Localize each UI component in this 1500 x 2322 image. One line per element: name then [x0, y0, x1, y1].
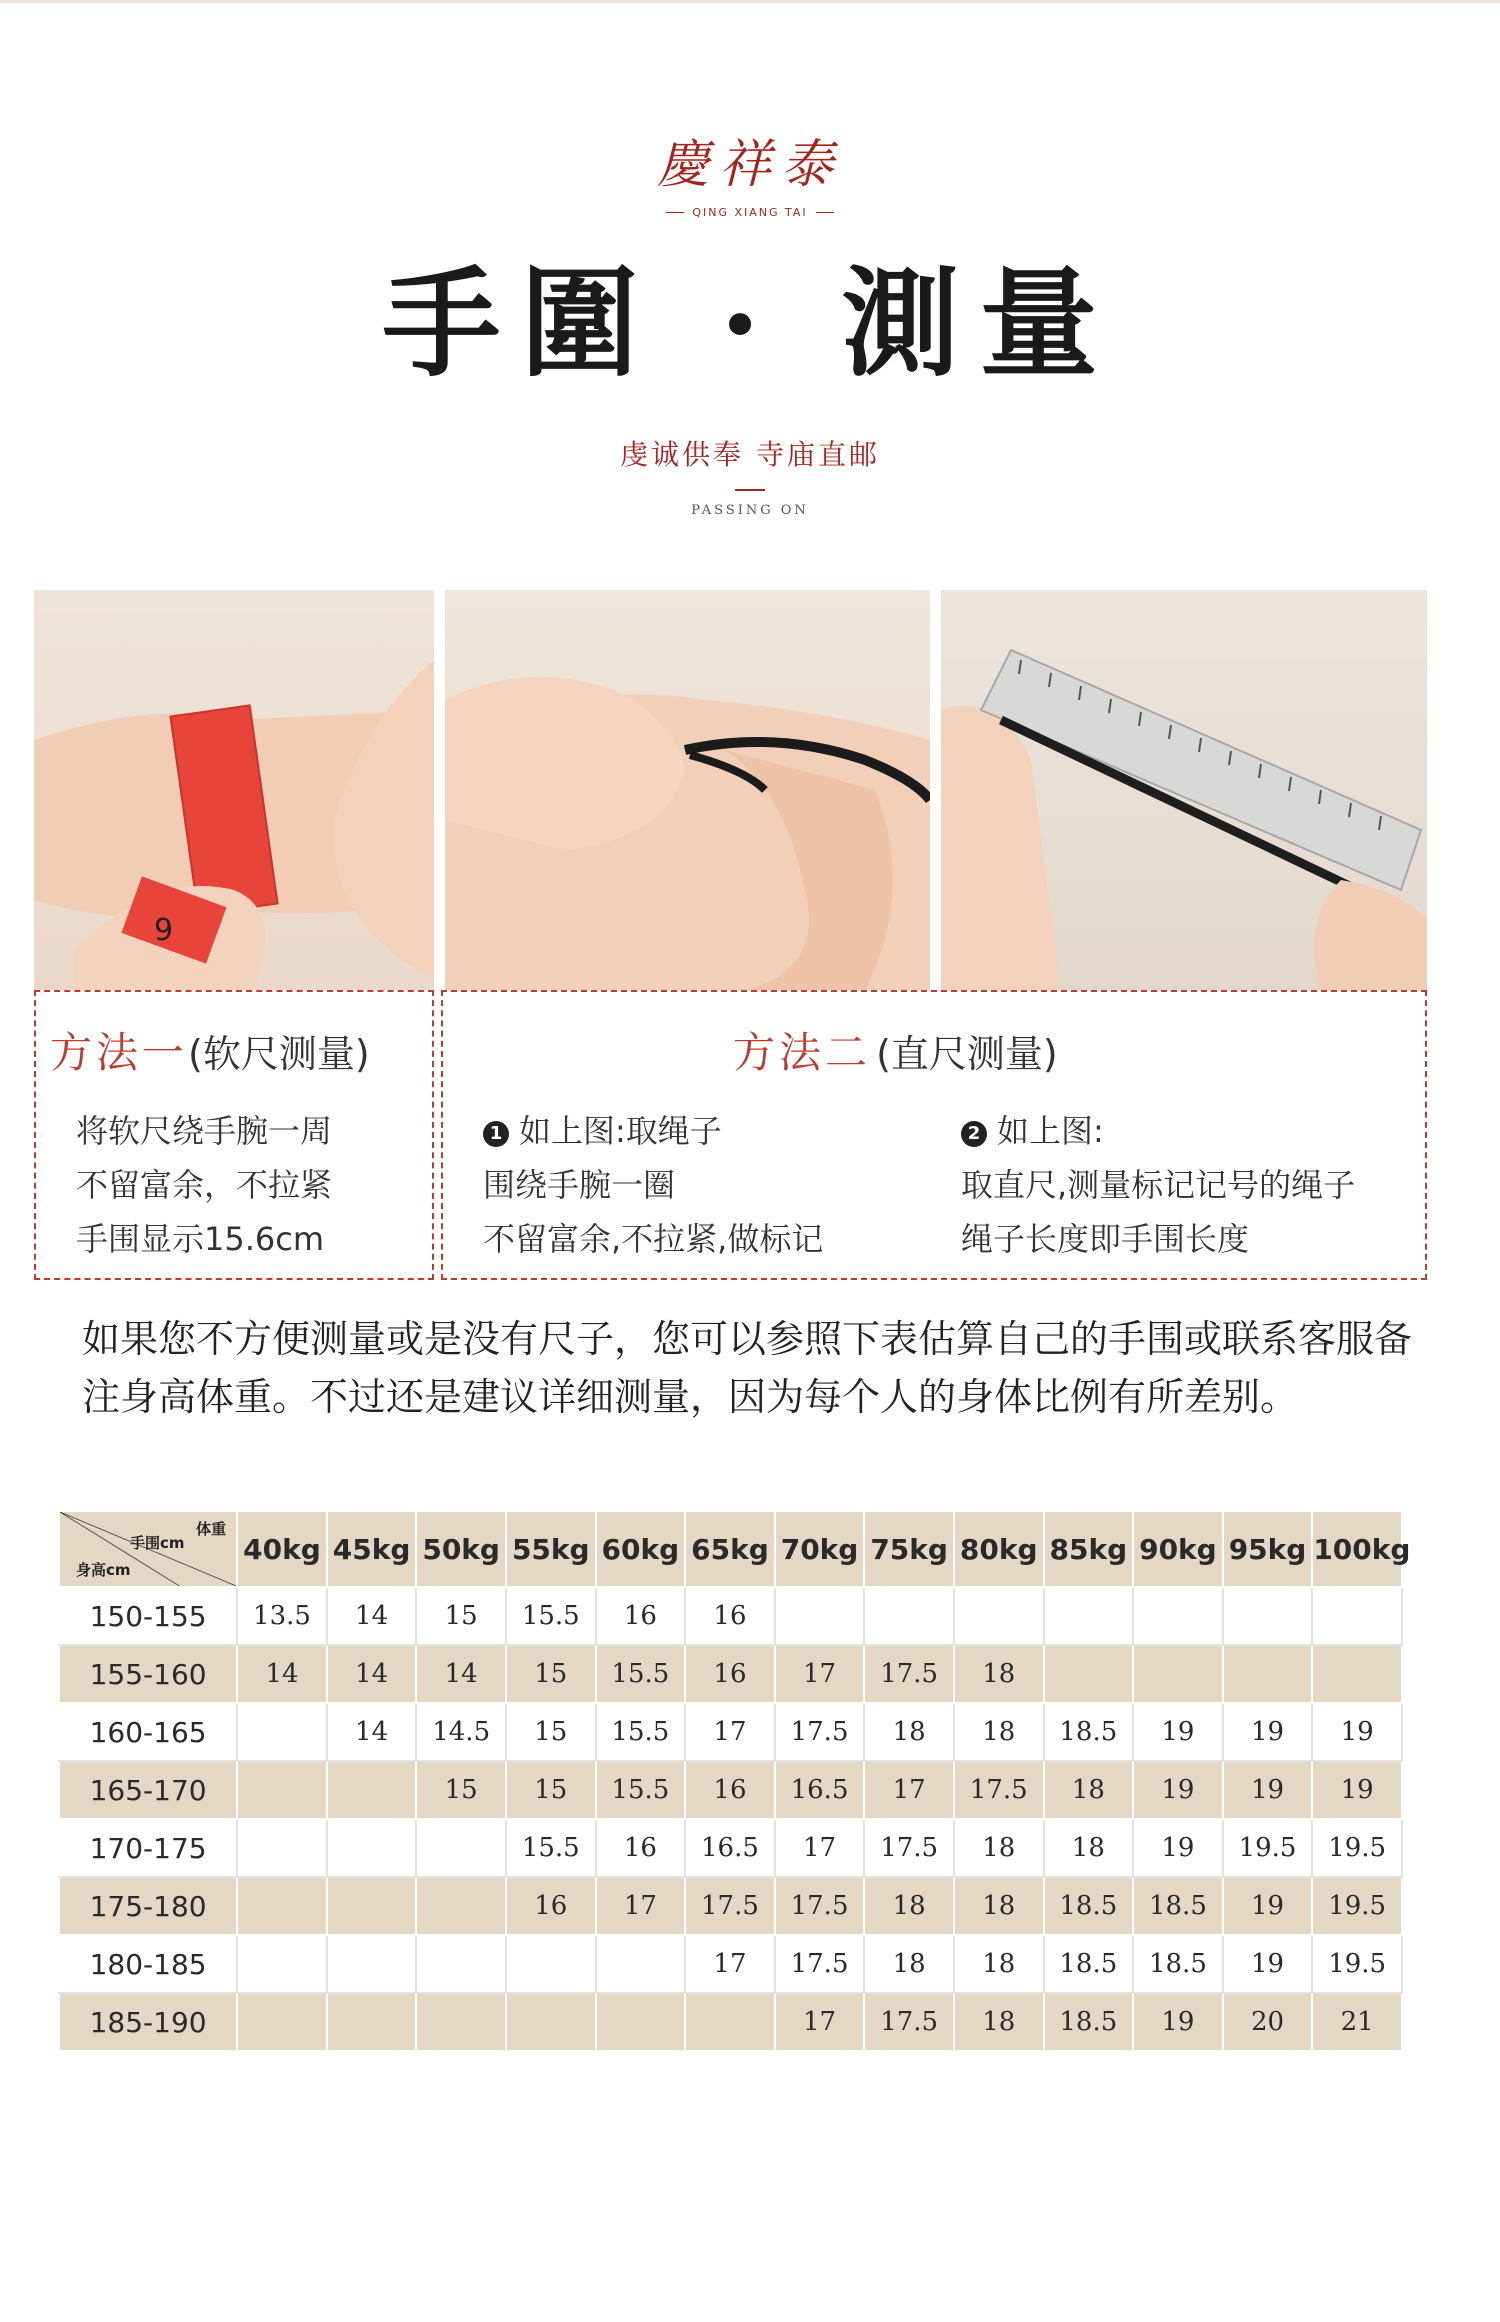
wrist-size-cell: 18 — [1044, 1819, 1134, 1877]
height-range-cell: 150-155 — [59, 1587, 237, 1645]
wrist-size-cell: 17.5 — [864, 1993, 954, 2051]
height-range-cell: 175-180 — [59, 1877, 237, 1935]
weight-header-cell: 90kg — [1133, 1511, 1223, 1587]
wrist-size-cell — [1223, 1645, 1313, 1703]
weight-header-cell: 65kg — [685, 1511, 775, 1587]
wrist-size-cell: 17.5 — [864, 1645, 954, 1703]
wrist-size-cell: 19 — [1223, 1935, 1313, 1993]
wrist-size-cell — [237, 1703, 327, 1761]
wrist-size-cell: 19 — [1312, 1703, 1402, 1761]
wrist-size-cell: 17.5 — [775, 1877, 865, 1935]
method-one-line: 不留富余，不拉紧 — [76, 1166, 333, 1204]
wrist-size-cell: 15 — [416, 1761, 506, 1819]
weight-header-cell: 95kg — [1223, 1511, 1313, 1587]
wrist-size-cell: 16.5 — [685, 1819, 775, 1877]
wrist-size-cell: 15.5 — [596, 1761, 686, 1819]
wrist-size-cell — [237, 1877, 327, 1935]
intro-paragraph: 如果您不方便测量或是没有尺子，您可以参照下表估算自己的手围或联系客服备注身高体重。不过还是建议详细测量，因为每个人的身体比例有所差别。 — [82, 1317, 1413, 1419]
table-row — [59, 1993, 1402, 2051]
tagline: 虔诚供奉 寺庙直邮 — [620, 438, 880, 471]
step-two-line: 取直尺,测量标记记号的绳子 — [961, 1166, 1356, 1204]
tagline-divider — [735, 489, 765, 491]
wrist-size-cell: 18.5 — [1044, 1877, 1134, 1935]
wrist-size-cell: 17.5 — [775, 1703, 865, 1761]
wrist-size-cell — [327, 1993, 417, 2051]
step-one-line: 不留富余,不拉紧,做标记 — [483, 1220, 824, 1258]
height-range-cell: 170-175 — [59, 1819, 237, 1877]
wrist-size-cell: 16 — [685, 1761, 775, 1819]
wrist-size-cell: 21 — [1312, 1993, 1402, 2051]
wrist-size-cell — [237, 1993, 327, 2051]
table-row — [59, 1587, 1402, 1645]
corner-weight-label: 体重 — [196, 1520, 227, 1538]
method-one-line: 手围显示15.6cm — [76, 1220, 325, 1258]
wrist-size-cell: 17 — [775, 1819, 865, 1877]
wrist-size-cell: 17 — [685, 1703, 775, 1761]
wrist-size-cell: 15.5 — [596, 1645, 686, 1703]
wrist-size-cell — [327, 1819, 417, 1877]
wrist-size-cell: 17 — [864, 1761, 954, 1819]
photo-rope-wrist — [445, 590, 930, 990]
wrist-size-cell: 14 — [327, 1703, 417, 1761]
wrist-size-cell: 20 — [1223, 1993, 1313, 2051]
method-two-step-one — [483, 1104, 823, 1266]
wrist-size-cell — [506, 1993, 596, 2051]
brand-logo: 慶祥泰 — [656, 135, 843, 195]
wrist-size-cell — [237, 1819, 327, 1877]
wrist-size-cell: 18 — [954, 1877, 1044, 1935]
weight-header-cell: 85kg — [1044, 1511, 1134, 1587]
corner-wrist-label: 手围cm — [130, 1534, 185, 1552]
wrist-size-cell: 19.5 — [1312, 1819, 1402, 1877]
wrist-size-cell: 19 — [1223, 1703, 1313, 1761]
wrist-size-cell — [327, 1935, 417, 1993]
wrist-size-cell: 14.5 — [416, 1703, 506, 1761]
wrist-size-cell: 19 — [1312, 1761, 1402, 1819]
wrist-size-cell: 19 — [1133, 1703, 1223, 1761]
height-range-cell: 185-190 — [59, 1993, 237, 2051]
height-range-cell: 180-185 — [59, 1935, 237, 1993]
wrist-size-cell — [416, 1993, 506, 2051]
method-one-box — [34, 990, 434, 1280]
wrist-size-cell — [416, 1877, 506, 1935]
wrist-size-cell: 15 — [506, 1761, 596, 1819]
wrist-size-cell: 18 — [954, 1819, 1044, 1877]
wrist-size-cell: 18 — [954, 1703, 1044, 1761]
svg-text:9: 9 — [154, 913, 174, 948]
method-two-title — [733, 1020, 1058, 1080]
wrist-size-cell: 15.5 — [596, 1703, 686, 1761]
weight-header-cell: 40kg — [237, 1511, 327, 1587]
wrist-size-cell: 17.5 — [864, 1819, 954, 1877]
wrist-size-cell: 15 — [506, 1645, 596, 1703]
table-body — [59, 1587, 1402, 2051]
wrist-size-cell: 18.5 — [1044, 1935, 1134, 1993]
brand-logo-sub-text: QING XIANG TAI — [692, 206, 808, 219]
weight-header-cell: 80kg — [954, 1511, 1044, 1587]
wrist-size-cell: 15.5 — [506, 1587, 596, 1645]
page-title: 手圍 · 測量 — [382, 254, 1118, 393]
method-one-subtitle: (软尺测量) — [188, 1032, 370, 1076]
table-row — [59, 1645, 1402, 1703]
table-row — [59, 1761, 1402, 1819]
wrist-size-cell: 19.5 — [1312, 1935, 1402, 1993]
table-row — [59, 1819, 1402, 1877]
wrist-size-cell: 15 — [506, 1703, 596, 1761]
wrist-size-cell: 19 — [1133, 1819, 1223, 1877]
wrist-size-cell: 17 — [775, 1645, 865, 1703]
method-one-line: 将软尺绕手腕一周 — [76, 1112, 333, 1150]
weight-header-cell: 60kg — [596, 1511, 686, 1587]
wrist-size-cell: 16 — [596, 1587, 686, 1645]
wrist-size-cell: 18 — [864, 1877, 954, 1935]
step-one-number-icon: 1 — [483, 1121, 509, 1147]
method-two-label: 方法二 — [733, 1028, 872, 1077]
wrist-size-cell — [1133, 1587, 1223, 1645]
wrist-size-cell — [864, 1587, 954, 1645]
wrist-size-cell: 19 — [1223, 1761, 1313, 1819]
table-row — [59, 1877, 1402, 1935]
wrist-size-cell: 13.5 — [237, 1587, 327, 1645]
height-range-cell: 160-165 — [59, 1703, 237, 1761]
table-row — [59, 1703, 1402, 1761]
wrist-size-cell: 18 — [864, 1703, 954, 1761]
wrist-size-cell: 15 — [416, 1587, 506, 1645]
wrist-size-cell — [1312, 1587, 1402, 1645]
wrist-size-cell: 19.5 — [1312, 1877, 1402, 1935]
wrist-size-cell: 17 — [775, 1993, 865, 2051]
wrist-size-cell — [327, 1877, 417, 1935]
wrist-size-cell: 19.5 — [1223, 1819, 1313, 1877]
passing-on-text: PASSING ON — [691, 503, 809, 518]
wrist-size-cell: 16 — [685, 1645, 775, 1703]
step-two-line: 如上图: — [997, 1112, 1104, 1150]
wrist-size-cell: 16 — [685, 1587, 775, 1645]
wrist-size-cell: 15.5 — [506, 1819, 596, 1877]
wrist-size-cell — [954, 1587, 1044, 1645]
method-two-box — [441, 990, 1427, 1280]
wrist-size-cell: 17.5 — [954, 1761, 1044, 1819]
wrist-size-cell: 18 — [954, 1935, 1044, 1993]
wrist-size-cell — [775, 1587, 865, 1645]
wrist-size-cell: 14 — [327, 1645, 417, 1703]
wrist-size-cell: 16.5 — [775, 1761, 865, 1819]
weight-header-cell: 100kg — [1312, 1511, 1402, 1587]
wrist-size-cell — [327, 1761, 417, 1819]
wrist-size-cell — [1044, 1587, 1134, 1645]
corner-height-label: 身高cm — [76, 1561, 131, 1579]
wrist-size-cell: 18 — [1044, 1761, 1134, 1819]
wrist-size-cell: 17 — [685, 1935, 775, 1993]
method-one-title — [50, 1020, 370, 1080]
wrist-size-cell — [506, 1935, 596, 1993]
step-two-line: 绳子长度即手围长度 — [961, 1220, 1250, 1258]
wrist-size-cell: 18.5 — [1133, 1877, 1223, 1935]
wrist-size-cell — [1044, 1645, 1134, 1703]
weight-header-cell: 70kg — [775, 1511, 865, 1587]
table-header-row — [59, 1511, 1402, 1587]
table-corner-cell — [59, 1511, 237, 1587]
weight-header-cell: 75kg — [864, 1511, 954, 1587]
weight-header-cell: 50kg — [416, 1511, 506, 1587]
step-one-line: 围绕手腕一圈 — [483, 1166, 676, 1204]
wrist-size-cell: 19 — [1133, 1761, 1223, 1819]
wrist-size-cell: 16 — [506, 1877, 596, 1935]
wrist-size-cell: 16 — [596, 1819, 686, 1877]
brand-logo-sub — [0, 206, 1500, 219]
step-two-number-icon: 2 — [961, 1121, 987, 1147]
height-range-cell: 155-160 — [59, 1645, 237, 1703]
weight-header-cell: 55kg — [506, 1511, 596, 1587]
top-divider — [0, 0, 1500, 3]
method-two-step-two — [961, 1104, 1355, 1266]
table-row — [59, 1935, 1402, 1993]
wrist-size-cell — [1133, 1645, 1223, 1703]
weight-header-cell: 45kg — [327, 1511, 417, 1587]
wrist-size-cell: 17.5 — [685, 1877, 775, 1935]
wrist-size-cell: 18 — [864, 1935, 954, 1993]
wrist-size-cell — [1312, 1645, 1402, 1703]
photo-steel-ruler — [941, 590, 1427, 990]
wrist-size-cell: 19 — [1223, 1877, 1313, 1935]
wrist-size-cell — [416, 1935, 506, 1993]
wrist-size-cell — [416, 1819, 506, 1877]
wrist-size-cell — [237, 1761, 327, 1819]
method-two-subtitle: (直尺测量) — [876, 1032, 1058, 1076]
wrist-size-cell — [1223, 1587, 1313, 1645]
method-one-text — [76, 1104, 332, 1266]
wrist-size-cell: 14 — [237, 1645, 327, 1703]
wrist-size-cell: 18.5 — [1044, 1703, 1134, 1761]
photo-soft-tape-measure — [34, 590, 434, 990]
method-one-label: 方法一 — [50, 1028, 189, 1077]
wrist-size-cell: 18 — [954, 1993, 1044, 2051]
wrist-size-cell — [596, 1993, 686, 2051]
wrist-size-cell: 17 — [596, 1877, 686, 1935]
size-table — [58, 1510, 1411, 2052]
height-range-cell: 165-170 — [59, 1761, 237, 1819]
step-one-line: 如上图:取绳子 — [519, 1112, 722, 1150]
wrist-size-cell: 14 — [327, 1587, 417, 1645]
wrist-size-cell: 18 — [954, 1645, 1044, 1703]
wrist-size-cell — [237, 1935, 327, 1993]
wrist-size-cell: 18.5 — [1133, 1935, 1223, 1993]
wrist-size-cell: 14 — [416, 1645, 506, 1703]
wrist-size-cell: 19 — [1133, 1993, 1223, 2051]
wrist-size-cell: 18.5 — [1044, 1993, 1134, 2051]
wrist-size-cell: 17.5 — [775, 1935, 865, 1993]
wrist-size-cell — [685, 1993, 775, 2051]
header — [0, 130, 1500, 518]
wrist-size-cell — [596, 1935, 686, 1993]
